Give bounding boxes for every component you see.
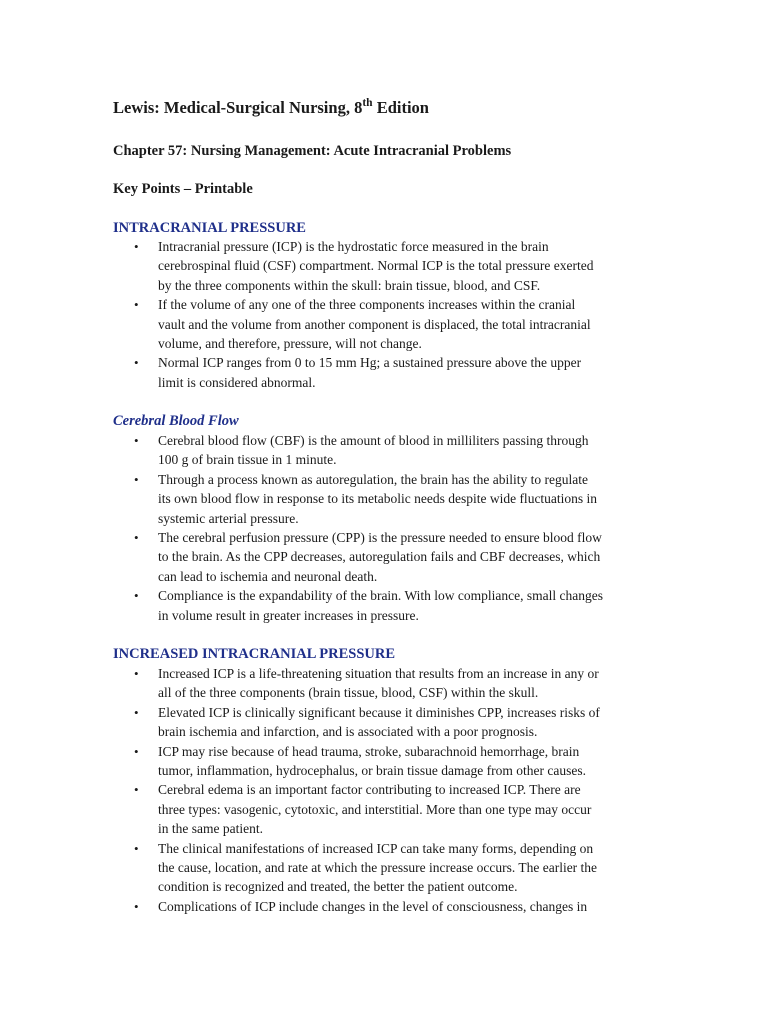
bullet-line: limit is considered abnormal. <box>158 374 316 390</box>
bullet-item <box>0 586 768 625</box>
bullet-symbol: • <box>134 898 139 914</box>
bullet-line: tumor, inflammation, hydrocephalus, or brain tissue damage from other causes. <box>158 763 586 779</box>
bullet-list-intracranial-pressure <box>0 237 768 392</box>
bullet-line: all of the three components (brain tissue, blood, CSF) within the skull. <box>158 685 539 701</box>
bullet-item <box>0 470 768 528</box>
bullet-line: can lead to ischemia and neuronal death. <box>158 568 378 584</box>
bullet-line: systemic arterial pressure. <box>158 510 299 526</box>
bullet-line: The clinical manifestations of increased ICP can take many forms, depending on <box>158 840 594 856</box>
bullet-symbol: • <box>134 471 139 487</box>
bullet-item <box>0 431 768 470</box>
bullet-symbol: • <box>134 588 139 604</box>
bullet-line: volume, and therefore, pressure, will not change. <box>158 336 422 352</box>
bullet-line: Complications of ICP include changes in the level of consciousness, changes in <box>158 898 588 914</box>
bullet-line: to the brain. As the CPP decreases, autoregulation fails and CBF decreases, which <box>158 549 601 565</box>
bullet-item <box>0 780 768 838</box>
bullet-symbol: • <box>134 297 139 313</box>
bullet-list-cerebral-blood-flow <box>0 431 768 625</box>
bullet-line: by the three components within the skull: brain tissue, blood, and CSF. <box>158 277 541 293</box>
bullet-line: Cerebral edema is an important factor contributing to increased ICP. There are <box>158 782 581 798</box>
section-heading-intracranial-pressure: INTRACRANIAL PRESSURE <box>113 220 306 236</box>
key-points-label: Key Points – Printable <box>113 181 253 197</box>
bullet-line: its own blood flow in response to its metabolic needs despite wide fluctuations in <box>158 491 598 507</box>
bullet-item <box>0 897 768 916</box>
bullet-line: three types: vasogenic, cytotoxic, and interstitial. More than one type may occur <box>158 801 592 817</box>
bullet-line: in the same patient. <box>158 821 263 837</box>
bullet-line: Increased ICP is a life-threatening situation that results from an increase in any or <box>158 666 599 681</box>
bullet-line: the cause, location, and rate at which the pressure increase occurs. The earlier the <box>158 860 598 876</box>
bullet-line: ICP may rise because of head trauma, stroke, subarachnoid hemorrhage, brain <box>158 743 580 759</box>
bullet-line: Compliance is the expandability of the brain. With low compliance, small changes <box>158 588 603 604</box>
chapter-title: Chapter 57: Nursing Management: Acute Intracranial Problems <box>113 143 512 159</box>
bullet-line: Cerebral blood flow (CBF) is the amount of blood in milliliters passing through <box>158 433 589 448</box>
bullet-line: vault and the volume from another component is displaced, the total intracranial <box>158 316 591 332</box>
bullet-symbol: • <box>134 782 139 798</box>
bullet-symbol: • <box>134 239 139 254</box>
bullet-line: 100 g of brain tissue in 1 minute. <box>158 452 337 468</box>
book-title-suffix: Edition <box>372 98 429 117</box>
bullet-symbol: • <box>134 666 139 681</box>
bullet-line: Through a process known as autoregulation, the brain has the ability to regulate <box>158 471 589 487</box>
bullet-symbol: • <box>134 704 139 720</box>
book-title-main: Lewis: Medical-Surgical Nursing, 8 <box>113 98 363 117</box>
edition-superscript: th <box>362 96 373 109</box>
bullet-line: cerebrospinal fluid (CSF) compartment. Normal ICP is the total pressure exerted <box>158 258 594 274</box>
bullet-line: Normal ICP ranges from 0 to 15 mm Hg; a sustained pressure above the upper <box>158 355 582 371</box>
bullet-item <box>0 528 768 586</box>
section-heading-increased-intracranial-pressure: INCREASED INTRACRANIAL PRESSURE <box>113 646 395 662</box>
bullet-symbol: • <box>134 743 139 759</box>
bullet-item <box>0 703 768 742</box>
bullet-list-increased-intracranial-pressure <box>0 664 768 916</box>
book-title <box>113 94 429 122</box>
bullet-line: Elevated ICP is clinically significant because it diminishes CPP, increases risks of <box>158 704 600 720</box>
bullet-item <box>0 742 768 781</box>
bullet-item <box>0 353 768 392</box>
bullet-symbol: • <box>134 840 139 856</box>
bullet-line: brain ischemia and infarction, and is associated with a poor prognosis. <box>158 724 538 740</box>
bullet-item <box>0 664 768 703</box>
bullet-line: Intracranial pressure (ICP) is the hydrostatic force measured in the brain <box>158 239 549 254</box>
bullet-line: If the volume of any one of the three components increases within the cranial <box>158 297 576 313</box>
bullet-line: in volume result in greater increases in pressure. <box>158 607 419 623</box>
bullet-symbol: • <box>134 433 139 448</box>
section-heading-cerebral-blood-flow: Cerebral Blood Flow <box>113 413 239 429</box>
bullet-item <box>0 237 768 295</box>
bullet-line: condition is recognized and treated, the better the patient outcome. <box>158 879 518 895</box>
bullet-item <box>0 839 768 897</box>
bullet-symbol: • <box>134 355 139 371</box>
bullet-item <box>0 295 768 353</box>
bullet-line: The cerebral perfusion pressure (CPP) is the pressure needed to ensure blood flow <box>158 530 602 546</box>
bullet-symbol: • <box>134 530 139 546</box>
